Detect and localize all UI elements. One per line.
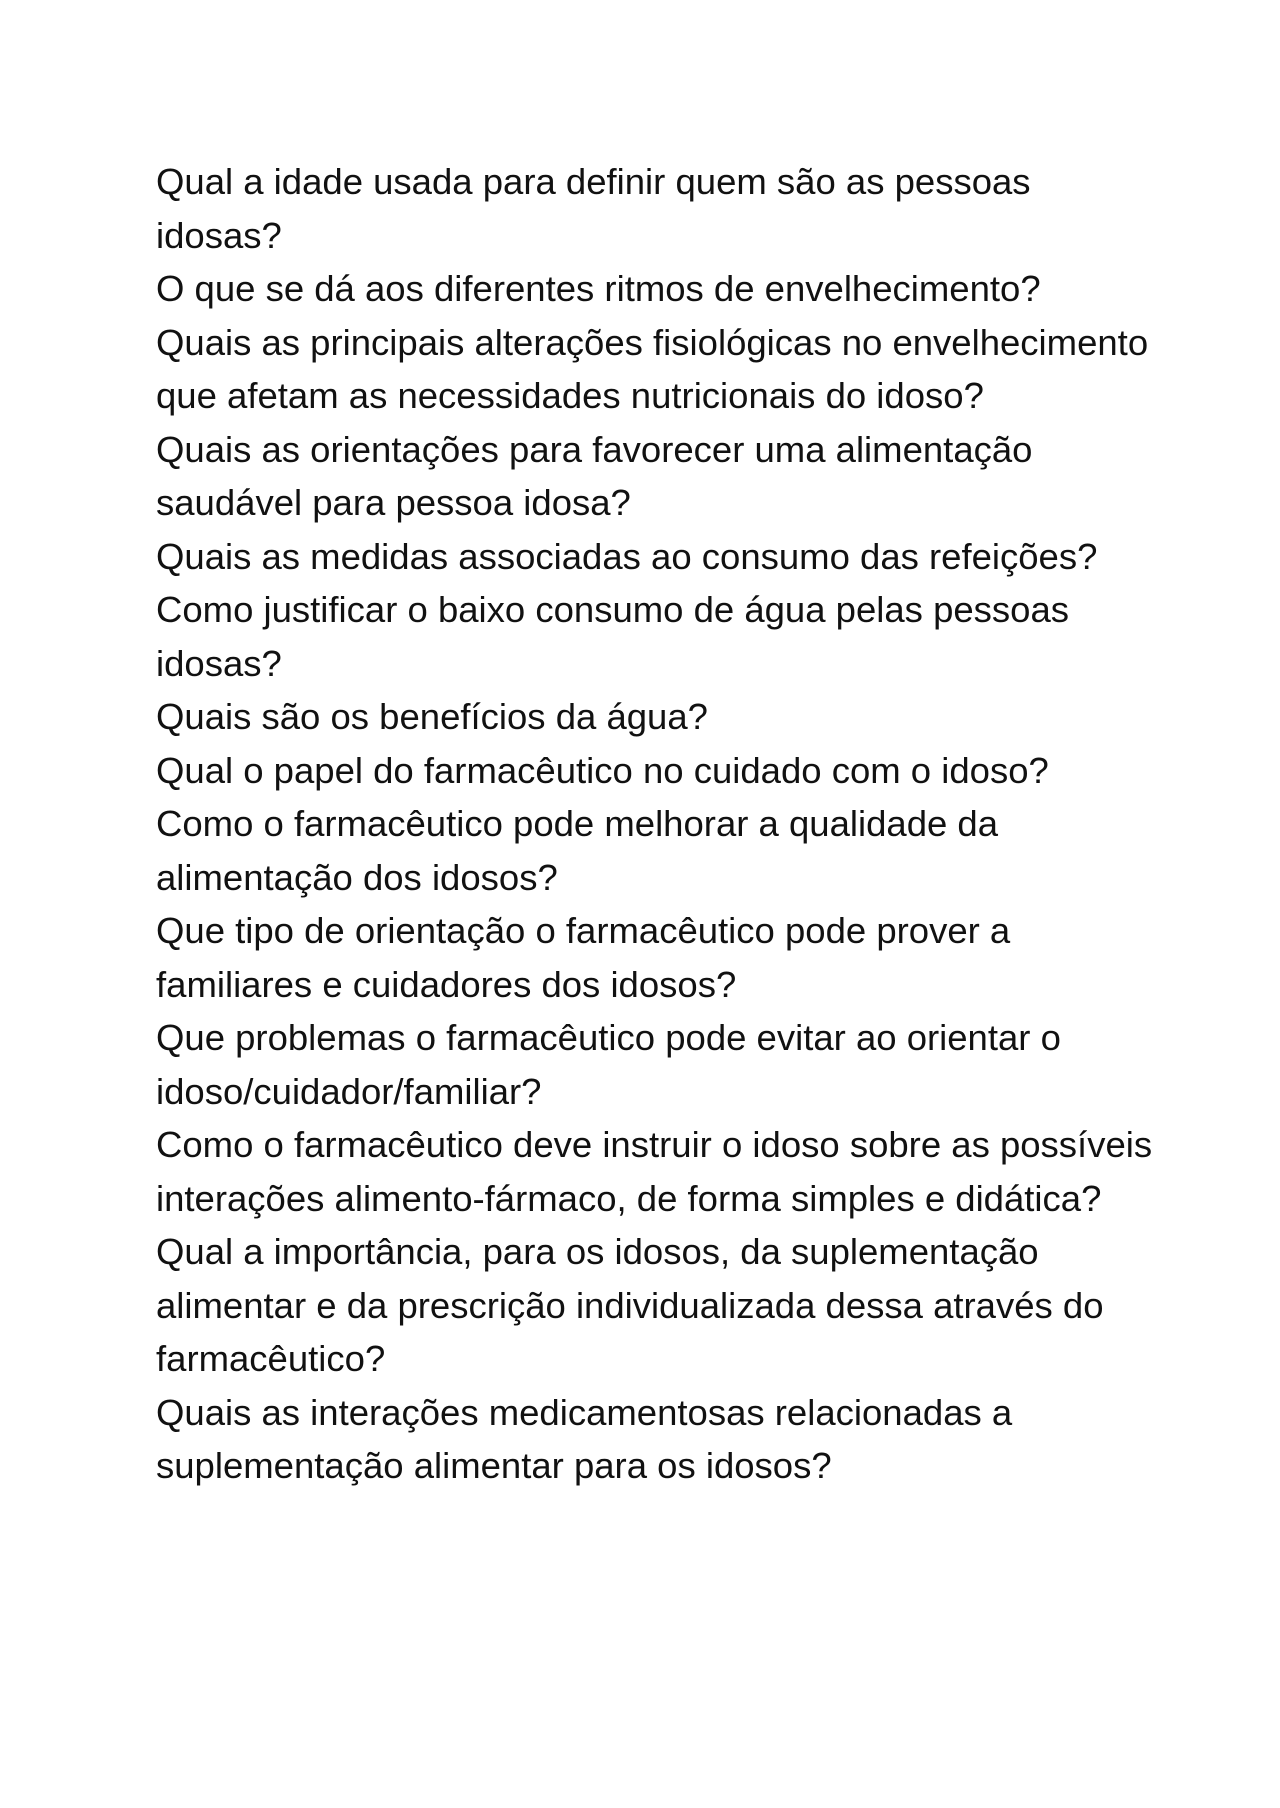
question-8: Qual o papel do farmacêutico no cuidado com o idoso? xyxy=(156,749,1049,791)
question-1: Qual a idade usada para definir quem são as pessoas idosas? xyxy=(156,161,1031,256)
question-11: Que problemas o farmacêutico pode evitar ao orientar o idoso/cuidador/familiar? xyxy=(156,1017,1061,1112)
question-10: Que tipo de orientação o farmacêutico pode prover a familiares e cuidadores dos idosos? xyxy=(156,910,1011,1005)
question-3: Quais as principais alterações fisiológicas no envelhecimento que afetam as necessidades nutricionais do idoso? xyxy=(156,321,1149,416)
question-12: Como o farmacêutico deve instruir o idoso sobre as possíveis interações alimento-fármaco, de forma simples e didática? xyxy=(156,1124,1153,1219)
question-4: Quais as orientações para favorecer uma alimentação saudável para pessoa idosa? xyxy=(156,428,1033,523)
question-list xyxy=(156,155,1156,1493)
question-9: Como o farmacêutico pode melhorar a qualidade da alimentação dos idosos? xyxy=(156,803,999,898)
question-14: Quais as interações medicamentosas relacionadas a suplementação alimentar para os idosos? xyxy=(156,1391,1013,1486)
question-5: Quais as medidas associadas ao consumo das refeições? xyxy=(156,535,1098,577)
question-6: Como justificar o baixo consumo de água pelas pessoas idosas? xyxy=(156,589,1070,684)
question-7: Quais são os benefícios da água? xyxy=(156,696,708,737)
question-2: O que se dá aos diferentes ritmos de envelhecimento? xyxy=(156,268,1041,309)
question-13: Qual a importância, para os idosos, da suplementação alimentar e da prescrição individualizada dessa através do farmacêutico? xyxy=(156,1231,1104,1379)
